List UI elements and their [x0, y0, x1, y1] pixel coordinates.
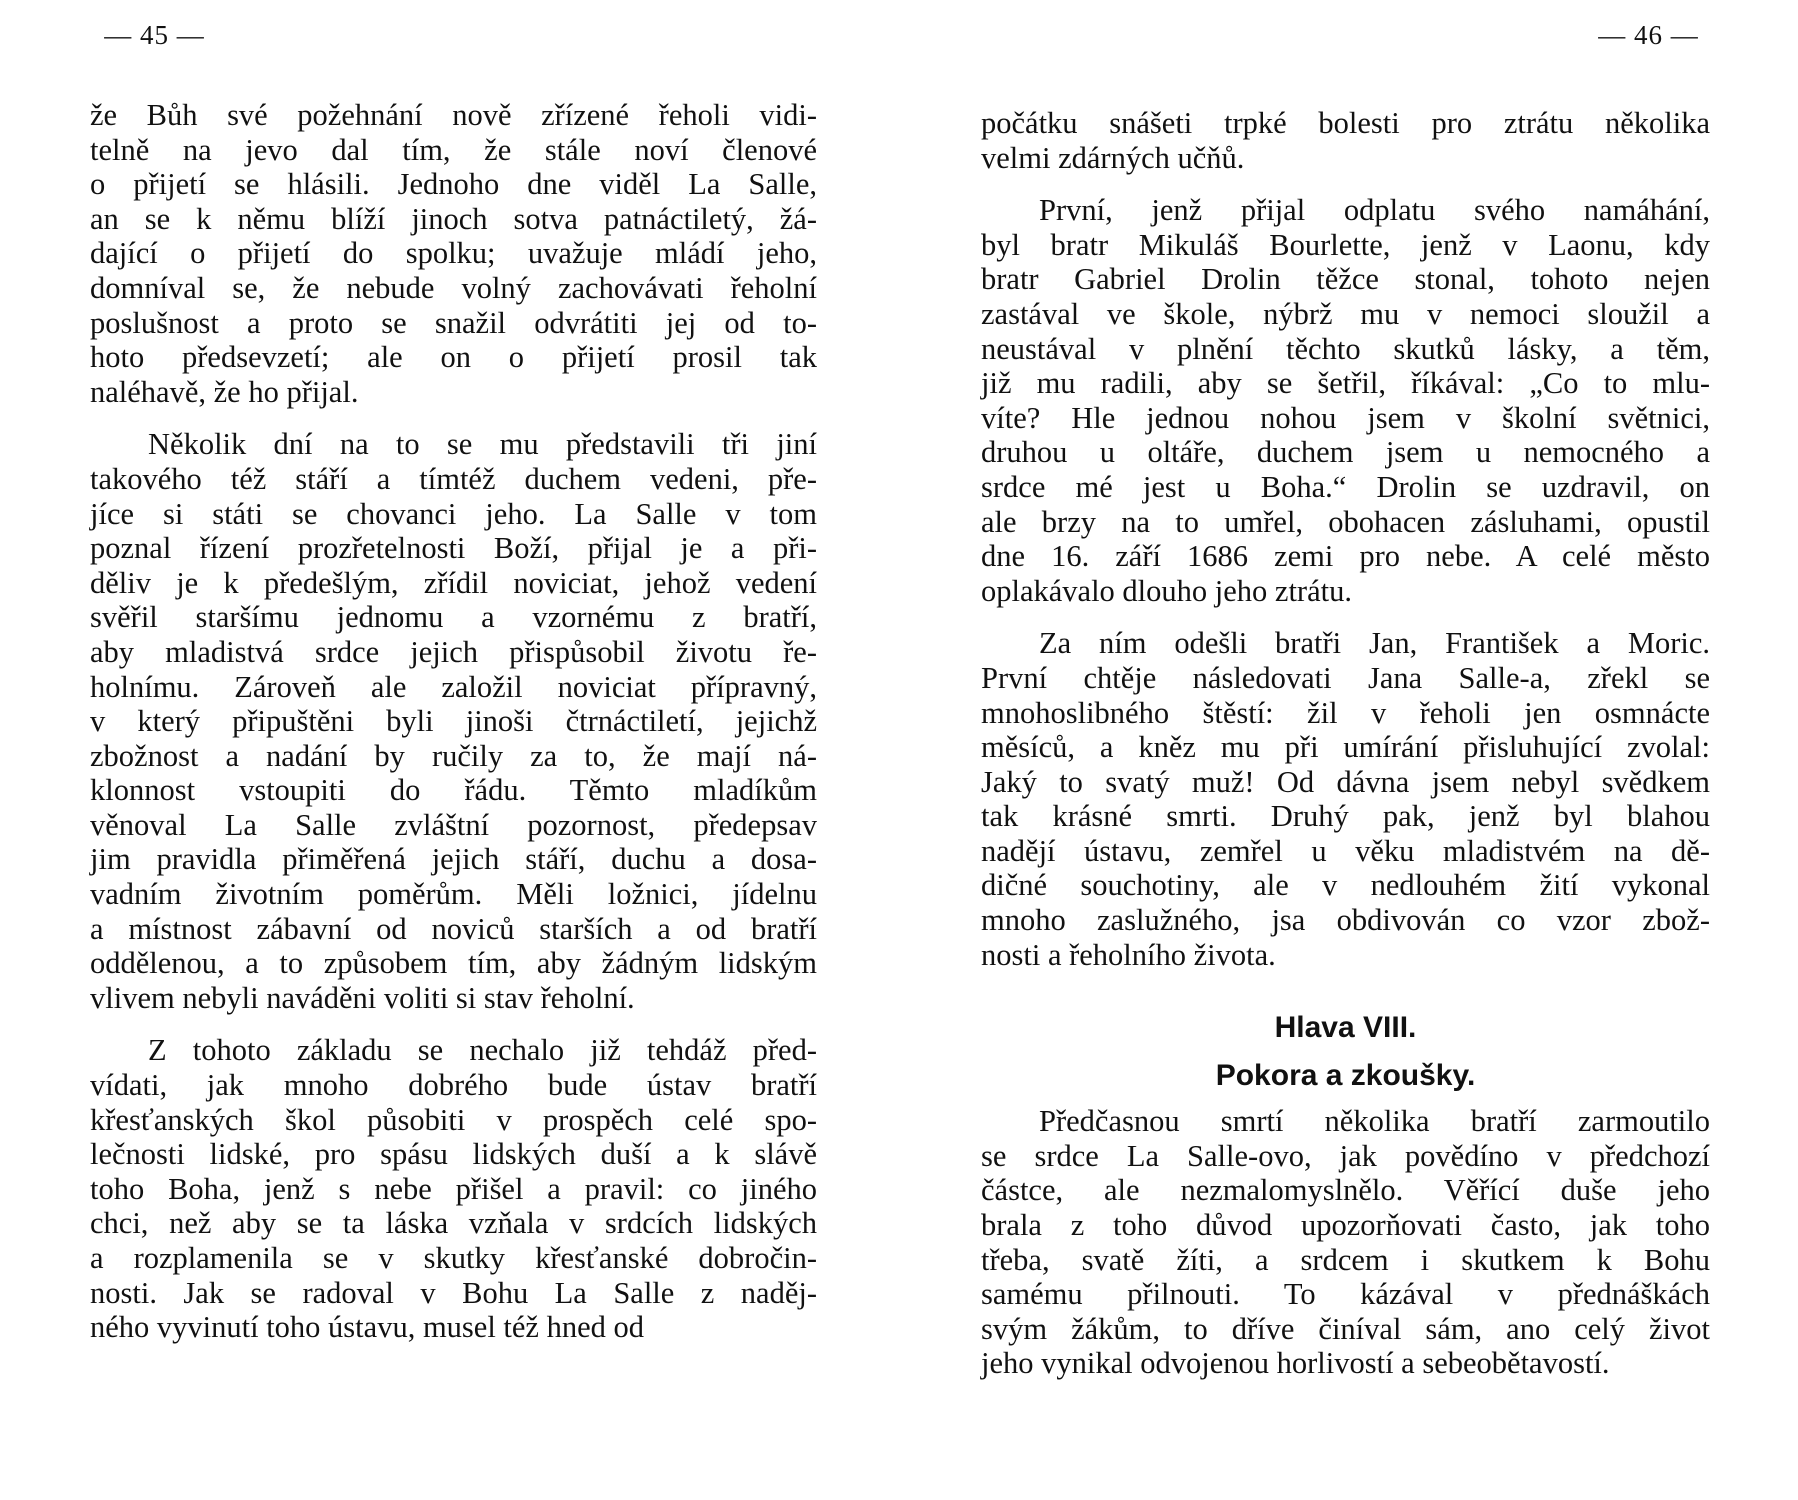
- text-line: neustával v plnění těchto skutků lásky, a těm,: [981, 331, 1710, 366]
- text-line: ale brzy na to umřel, obohacen zásluhami, opustil: [981, 504, 1710, 539]
- text-line: srdce mé jest u Boha.“ Drolin se uzdravil, on: [981, 469, 1710, 504]
- text-line: víte? Hle jednou nohou jsem v školní světnici,: [981, 400, 1710, 435]
- text-line: jim pravidla přiměřená jejich stáří, duchu a dosa-: [90, 842, 817, 877]
- text-line: naléhavě, že ho přijal.: [90, 374, 359, 409]
- text-line: svěřil staršímu jednomu a vzornému z bratří,: [90, 600, 817, 635]
- text-line: vlivem nebyli naváděni voliti si stav řeholní.: [90, 980, 635, 1015]
- paragraph: [90, 427, 817, 1015]
- text-line: nosti a řeholního života.: [981, 937, 1276, 972]
- text-line: domníval se, že nebude volný zachovávati řeholní: [90, 270, 817, 305]
- paragraph: [981, 193, 1710, 608]
- text-line: vadním životním poměrům. Měli ložnici, jídelnu: [90, 877, 817, 912]
- text-line: První chtěje následovati Jana Salle-a, zřekl se: [981, 660, 1710, 695]
- text-line: bratr Gabriel Drolin těžce stonal, tohoto nejen: [981, 262, 1710, 297]
- right-paragraphs-after: [981, 1104, 1710, 1381]
- paragraph: [90, 98, 817, 409]
- text-line: se srdce La Salle-ovo, jak povědíno v předchozí: [981, 1138, 1710, 1173]
- text-line: oddělenou, a to způsobem tím, aby žádným lidským: [90, 946, 817, 981]
- chapter-heading: Hlava VIII.: [1274, 1011, 1417, 1045]
- text-line: svým žákům, to dříve činíval sám, ano celý život: [981, 1311, 1710, 1346]
- text-line: První, jenž přijal odplatu svého namáhání,: [1039, 193, 1710, 228]
- text-line: děliv je k předešlým, zřídil noviciat, jehož vedení: [90, 565, 817, 600]
- chapter-subtitle: Pokora a zkoušky.: [1215, 1059, 1476, 1093]
- paragraph: [981, 1104, 1710, 1381]
- text-line: tak krásné smrti. Druhý pak, jenž byl blahou: [981, 799, 1710, 834]
- text-line: aby mladistvá srdce jejich přispůsobil životu ře-: [90, 634, 817, 669]
- page-number-left: — 45 —: [104, 20, 205, 50]
- right-paragraphs-before: [981, 106, 1710, 972]
- text-line: třeba, svatě žíti, a srdcem i skutkem k Bohu: [981, 1242, 1710, 1277]
- text-line: poznal řízení prozřetelnosti Boží, přijal je a při-: [90, 531, 817, 566]
- text-line: telně na jevo dal tím, že stále noví členové: [90, 132, 817, 167]
- text-line: chci, než aby se ta láska vzňala v srdcích lidských: [90, 1206, 817, 1241]
- text-line: velmi zdárných učňů.: [981, 140, 1245, 175]
- text-line: ného vyvinutí toho ústavu, musel též hned od: [90, 1310, 645, 1345]
- page-number-right: — 46 —: [1598, 20, 1699, 50]
- text-line: zbožnost a nadání by ručily za to, že mají ná-: [90, 738, 817, 773]
- text-line: nosti. Jak se radoval v Bohu La Salle z naděj-: [90, 1275, 817, 1310]
- right-text-body: [981, 106, 1710, 1381]
- text-line: samému přilnouti. To kázával v přednáškách: [981, 1277, 1710, 1312]
- text-line: holnímu. Zároveň ale založil noviciat přípravný,: [90, 669, 817, 704]
- text-line: měsíců, a kněz mu při umírání přisluhující zvolal:: [981, 730, 1710, 765]
- paragraph: [90, 1033, 817, 1344]
- text-line: Jaký to svatý muž! Od dávna jsem nebyl svědkem: [981, 764, 1710, 799]
- text-line: poslušnost a proto se snažil odvrátiti jej od to-: [90, 305, 817, 340]
- paragraph: [981, 106, 1710, 175]
- text-line: byl bratr Mikuláš Bourlette, jenž v Laonu, kdy: [981, 227, 1710, 262]
- text-line: lečnosti lidské, pro spásu lidských duší a k slávě: [90, 1137, 817, 1172]
- text-line: jeho vynikal odvojenou horlivostí a sebeobětavostí.: [981, 1346, 1610, 1381]
- left-text-body: [90, 98, 817, 1345]
- text-line: oplakávalo dlouho jeho ztrátu.: [981, 573, 1352, 608]
- text-line: Z tohoto základu se nechalo již tehdáž před-: [148, 1033, 817, 1068]
- text-line: jíce si státi se chovanci jeho. La Salle v tom: [90, 496, 817, 531]
- text-line: druhou u oltáře, duchem jsem u nemocného a: [981, 435, 1710, 470]
- text-line: v který připuštěni byli jinoši čtrnáctiletí, jejichž: [90, 704, 817, 739]
- text-line: a místnost zábavní od noviců starších a od bratří: [90, 911, 817, 946]
- text-line: o přijetí se hlásili. Jednoho dne viděl La Salle,: [90, 167, 817, 202]
- text-line: toho Boha, jenž s nebe přišel a pravil: co jiného: [90, 1171, 817, 1206]
- text-line: mnohoslibného štěstí: žil v řeholi jen osmnácte: [981, 695, 1710, 730]
- text-line: že Bůh své požehnání nově zřízené řeholi vidi-: [90, 98, 817, 132]
- text-line: an se k němu blíží jinoch sotva patnáctiletý, žá-: [90, 201, 817, 236]
- text-line: dající o přijetí do spolku; uvažuje mládí jeho,: [90, 236, 817, 271]
- text-line: vídati, jak mnoho dobrého bude ústav bratří: [90, 1068, 817, 1103]
- text-line: věnoval La Salle zvláštní pozornost, předepsav: [90, 807, 817, 842]
- text-line: křesťanských škol působiti v prospěch celé spo-: [90, 1102, 817, 1137]
- text-line: hoto předsevzetí; ale on o přijetí prosil tak: [90, 340, 817, 375]
- text-line: již mu radili, aby se šetřil, říkával: „Co to mlu-: [981, 366, 1710, 401]
- text-line: Několik dní na to se mu představili tři jiní: [148, 427, 817, 462]
- paragraph: [981, 626, 1710, 972]
- text-line: dičné souchotiny, ale v nedlouhém žití vykonal: [981, 868, 1710, 903]
- text-line: a rozplamenila se v skutky křesťanské dobročin-: [90, 1241, 817, 1275]
- text-line: mnoho zaslužného, jsa obdivován co vzor zbož-: [981, 903, 1710, 938]
- text-line: zastával ve škole, nýbrž mu v nemoci sloužil a: [981, 296, 1710, 331]
- text-line: dne 16. září 1686 zemi pro nebe. A celé město: [981, 539, 1710, 574]
- text-line: částce, ale nezmalomyslnělo. Věřící duše jeho: [981, 1173, 1710, 1208]
- right-page: [899, 0, 1798, 1500]
- text-line: Předčasnou smrtí několika bratří zarmoutilo: [1039, 1104, 1710, 1139]
- text-line: takového též stáří a tímtéž duchem vedeni, pře-: [90, 461, 817, 496]
- text-line: Za ním odešli bratři Jan, František a Moric.: [1039, 626, 1710, 661]
- text-line: brala z toho důvod upozorňovati často, jak toho: [981, 1208, 1710, 1243]
- text-line: klonnost vstoupiti do řádu. Těmto mladíkům: [90, 773, 817, 808]
- text-line: nadějí ústavu, zemřel u věku mladistvém na dě-: [981, 833, 1710, 868]
- text-line: počátku snášeti trpké bolesti pro ztrátu několika: [981, 106, 1710, 140]
